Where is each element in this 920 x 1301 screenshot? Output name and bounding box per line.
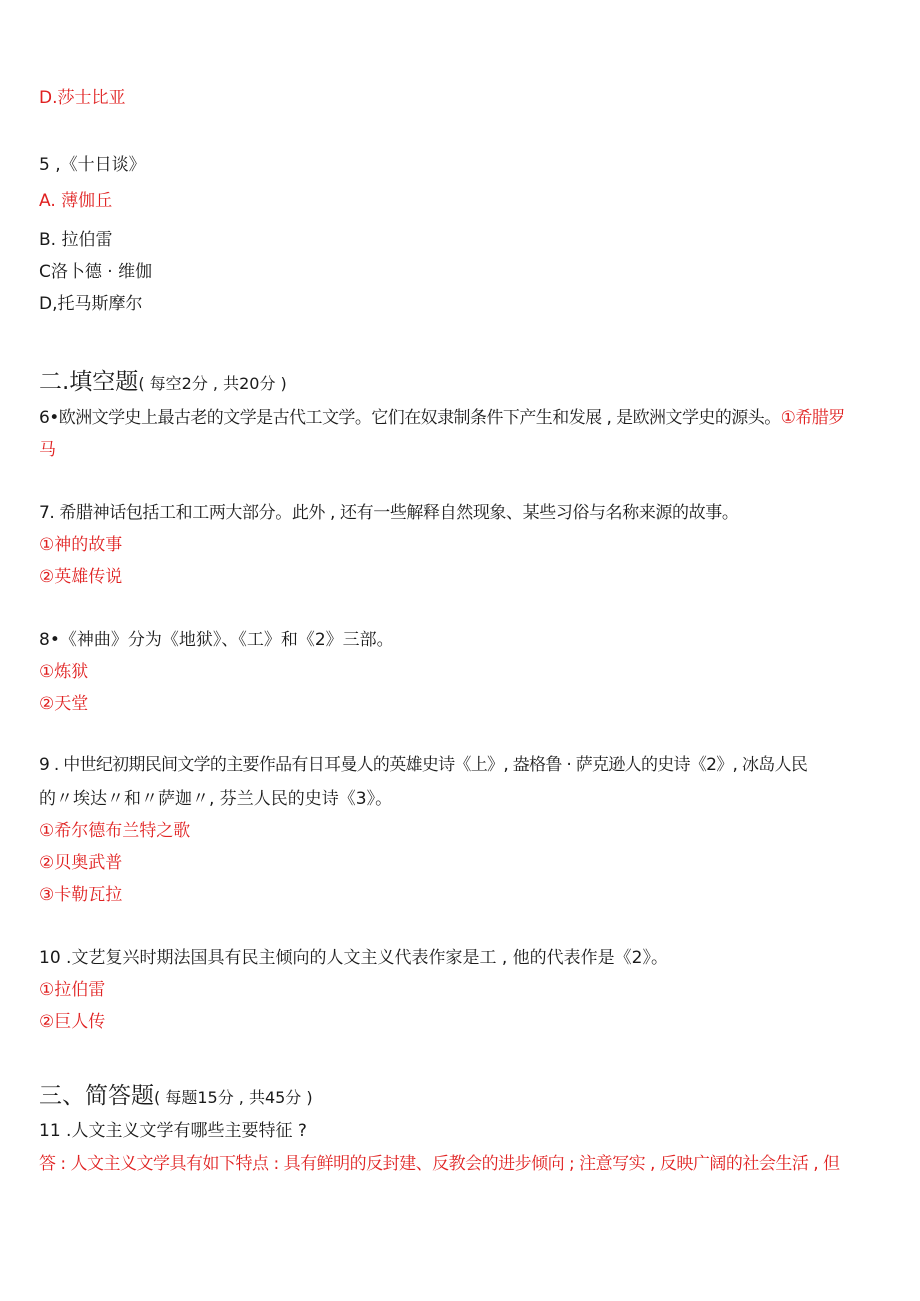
q9-answer2: ②贝奥武普 bbox=[39, 853, 123, 873]
q7-stem: 7. 希腊神话包括工和工两大部分。此外 , 还有一些解释自然现象、某些习俗与名称来源的故事。 bbox=[39, 503, 739, 523]
section3-score-note: ( 每题15分 , 共45分 ) bbox=[154, 1088, 313, 1107]
q11-stem: 11 .人文主义文学有哪些主要特征 ? bbox=[39, 1121, 307, 1141]
q9-stem-line2: 的〃埃达〃和〃萨迦〃, 芬兰人民的史诗《3》。 bbox=[39, 789, 393, 809]
q6-stem bbox=[39, 407, 845, 429]
q7-answer2: ②英雄传说 bbox=[39, 567, 123, 587]
q8-answer2: ②天堂 bbox=[39, 694, 89, 714]
q10-answer2: ②巨人传 bbox=[39, 1012, 106, 1032]
q10-stem: 10 .文艺复兴时期法国具有民主倾向的人文主义代表作家是工 , 他的代表作是《2》。 bbox=[39, 948, 668, 968]
section2-heading bbox=[39, 367, 287, 399]
section3-title: 三、简答题 bbox=[39, 1083, 154, 1109]
q11-answer-line1: 答 : 人文主义文学具有如下特点 : 具有鲜明的反封建、反教会的进步倾向 ; 注意写实 , 反映广阔的社会生活 , 但 bbox=[39, 1154, 840, 1174]
q5-stem: 5 ,《十日谈》 bbox=[39, 155, 146, 175]
section3-heading bbox=[39, 1081, 313, 1113]
q6-answer-part2: 马 bbox=[39, 440, 56, 460]
q8-answer1: ①炼狱 bbox=[39, 662, 89, 682]
q5-option-c: C洛卜德 · 维伽 bbox=[39, 262, 153, 282]
q6-answer-part1: ①希腊罗 bbox=[780, 408, 845, 428]
q5-option-d: D,托马斯摩尔 bbox=[39, 294, 143, 314]
q8-stem: 8•《神曲》分为《地狱》、《工》和《2》三部。 bbox=[39, 630, 394, 650]
q6-stem-text: 6•欧洲文学史上最古老的文学是古代工文学。它们在奴隶制条件下产生和发展 , 是欧洲文学史的源头。 bbox=[39, 408, 781, 428]
q9-answer1: ①希尔德布兰特之歌 bbox=[39, 821, 191, 841]
q9-stem-line1: 9 . 中世纪初期民间文学的主要作品有日耳曼人的英雄史诗《上》, 盎格鲁 · 萨克逊人的史诗《2》, 冰岛人民 bbox=[39, 755, 808, 775]
q5-option-a: A. 薄伽丘 bbox=[39, 191, 113, 211]
q9-answer3: ③卡勒瓦拉 bbox=[39, 885, 123, 905]
q7-answer1: ①神的故事 bbox=[39, 535, 123, 555]
q5-option-b: B. 拉伯雷 bbox=[39, 230, 113, 250]
section2-score-note: ( 每空2分 , 共20分 ) bbox=[138, 374, 287, 393]
q10-answer1: ①拉伯雷 bbox=[39, 980, 106, 1000]
section2-title: 二.填空题 bbox=[39, 369, 139, 395]
prev-option-d: D.莎士比亚 bbox=[39, 88, 126, 108]
